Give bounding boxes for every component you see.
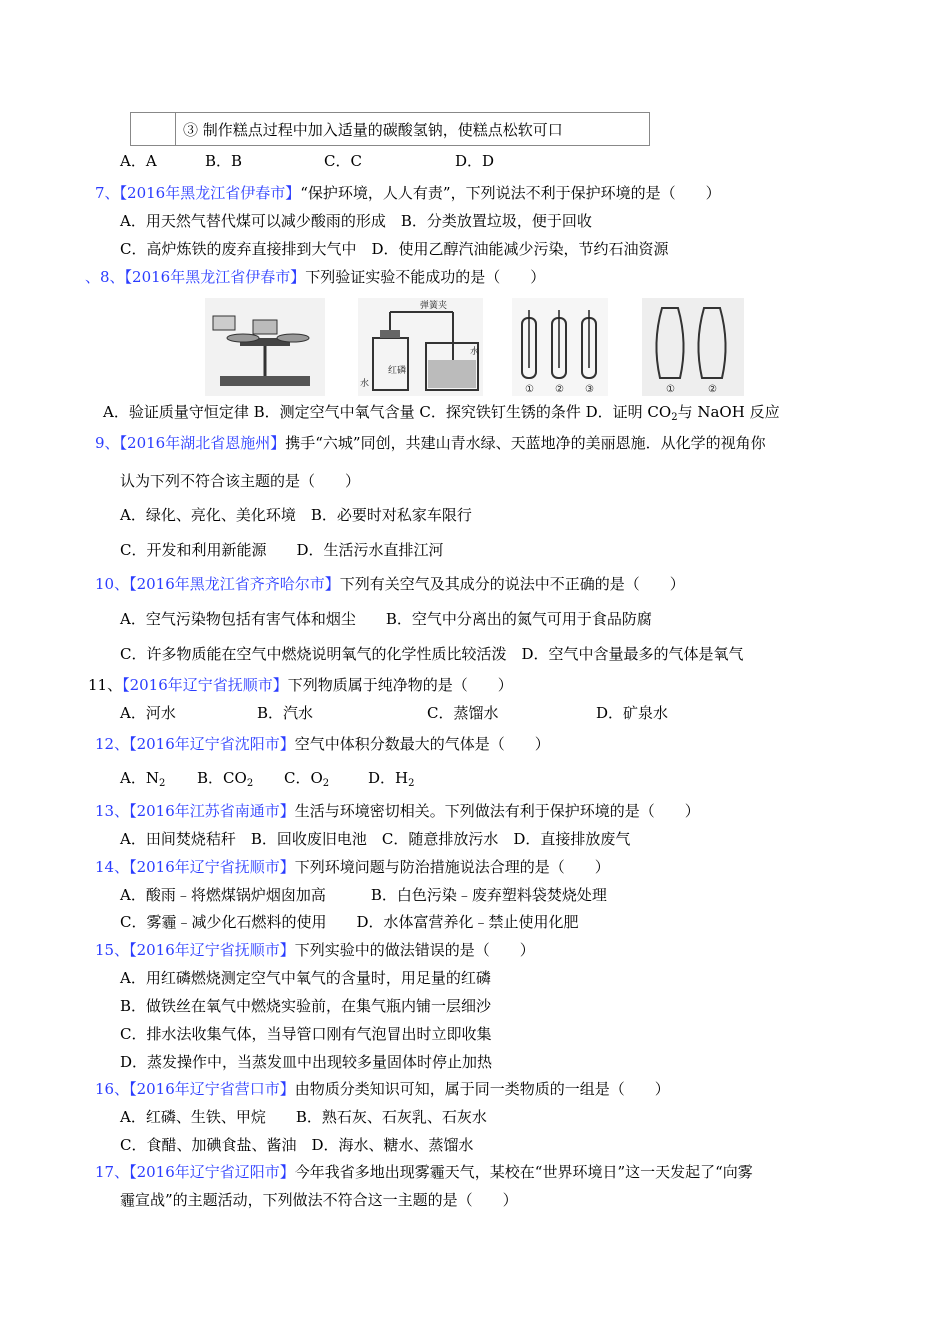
question-11-option-c: C．蒸馏水	[427, 704, 499, 722]
figure-label-water-left: 水	[360, 379, 370, 389]
option-label: B．CO	[197, 769, 247, 787]
question-source-tag: 【2016年黑龙江省伊春市】	[119, 184, 301, 202]
question-7-line-2: C．高炉炼铁的废弃直接排到大气中 D．使用乙醇汽油能减少污染，节约石油资源	[120, 240, 669, 258]
question-10-line-1: A．空气污染物包括有害气体和烟尘 B．空气中分离出的氮气可用于食品防腐	[120, 610, 652, 628]
question-7-stem	[95, 183, 721, 203]
question-number: 9、	[95, 434, 120, 452]
question-number: 12、	[95, 735, 130, 753]
question-source-tag: 【2016年辽宁省抚顺市】	[129, 941, 295, 959]
question-source-tag: 【2016年湖北省恩施州】	[119, 434, 286, 452]
oxygen-measure-figure	[358, 298, 483, 396]
question-10-stem	[95, 574, 685, 594]
question-14-stem	[95, 857, 610, 877]
subscript: 2	[408, 778, 415, 789]
question-16-line-1: A．红磷、生铁、甲烷 B．熟石灰、石灰乳、石灰水	[120, 1108, 487, 1126]
question-number: 7、	[95, 184, 120, 202]
question-11-option-d: D．矿泉水	[596, 704, 669, 722]
question-number: 15、	[95, 941, 130, 959]
question-source-tag: 【2016年黑龙江省齐齐哈尔市】	[129, 575, 340, 593]
question-14-line-2: C．雾霾﹣减少化石燃料的使用 D．水体富营养化﹣禁止使用化肥	[120, 913, 579, 931]
question-15-line-4: D．蒸发操作中，当蒸发皿中出现较多量固体时停止加热	[120, 1053, 493, 1071]
figure-label-clip: 弹簧夹	[420, 301, 448, 311]
question-text: 空气中体积分数最大的气体是（ ）	[294, 735, 550, 753]
q6-option-b: B．B	[205, 152, 243, 170]
question-12-stem	[95, 734, 550, 754]
question-17-stem	[95, 1162, 753, 1182]
question-7-line-1: A．用天然气替代煤可以减少酸雨的形成 B．分类放置垃圾，便于回收	[120, 212, 592, 230]
question-13-line-1: A．田间焚烧秸秆 B．回收废旧电池 C．随意排放污水 D．直接排放废气	[120, 830, 631, 848]
question-text: 下列实验中的做法错误的是（ ）	[294, 941, 535, 959]
question-12-option-b	[197, 768, 253, 794]
table-row	[130, 112, 650, 146]
question-number: 14、	[95, 858, 130, 876]
question-number: 16、	[95, 1080, 130, 1098]
figure-label-phosphorus: 红磷	[388, 366, 407, 376]
option-label: D．H	[368, 769, 409, 787]
question-text: 下列物质属于纯净物的是（ ）	[287, 676, 513, 694]
question-text: 生活与环境密切相关。下列做法有利于保护环境的是（ ）	[294, 802, 700, 820]
subscript: 2	[671, 412, 678, 423]
q6-option-a: A．A	[120, 152, 157, 170]
question-11-option-a: A．河水	[120, 704, 176, 722]
question-9-stem-2: 认为下列不符合该主题的是（ ）	[120, 472, 361, 490]
question-text: 今年我省多地出现雾霾天气，某校在“世界环境日”这一天发起了“向雾	[294, 1163, 753, 1181]
q6-option-d: D．D	[455, 152, 495, 170]
table-cell-text: ③ 制作糕点过程中加入适量的碳酸氢钠，使糕点松软可口	[183, 121, 563, 139]
question-11-option-b: B．汽水	[257, 704, 314, 722]
question-number: 、8、	[85, 268, 125, 286]
option-label: A．N	[120, 769, 159, 787]
q6-option-c: C．C	[324, 152, 362, 170]
subscript: 2	[158, 778, 166, 789]
figure-label-bottle-2: ②	[708, 384, 717, 395]
question-9-line-2: C．开发和利用新能源 D．生活污水直排江河	[120, 541, 444, 559]
question-source-tag: 【2016年辽宁省沈阳市】	[129, 735, 295, 753]
question-source-tag: 【2016年辽宁省抚顺市】	[129, 858, 295, 876]
question-9-line-1: A．绿化、亮化、美化环境 B．必要时对私家车限行	[120, 506, 472, 524]
question-number: 17、	[95, 1163, 130, 1181]
question-number: 10、	[95, 575, 130, 593]
balance-scale-figure	[205, 298, 325, 396]
question-8-options-text: A．验证质量守恒定律 B．测定空气中氧气含量 C．探究铁钉生锈的条件 D．证明 CO	[103, 403, 672, 421]
iron-rust-figure	[512, 298, 608, 396]
question-source-tag: 【2016年辽宁省辽阳市】	[129, 1163, 295, 1181]
question-source-tag: 【2016年江苏省南通市】	[129, 802, 295, 820]
question-number: 11、	[88, 676, 123, 694]
question-text: 携手“六城”同创，共建山青水绿、天蓝地净的美丽恩施．从化学的视角你	[285, 434, 766, 452]
question-9-stem	[95, 433, 766, 453]
question-12-option-a	[120, 768, 165, 794]
figure-label-bottle-1: ①	[666, 384, 675, 395]
co2-naoh-figure	[642, 298, 744, 396]
figure-label-tube-3: ③	[585, 384, 594, 395]
question-source-tag: 【2016年辽宁省营口市】	[129, 1080, 295, 1098]
question-12-option-c	[284, 768, 329, 794]
question-number: 13、	[95, 802, 130, 820]
question-15-stem	[95, 940, 535, 960]
question-8-stem	[85, 267, 545, 287]
question-17-stem-2: 霾宣战”的主题活动，下列做法不符合这一主题的是（ ）	[120, 1191, 518, 1209]
table-cell-empty	[131, 113, 176, 145]
subscript: 2	[246, 778, 254, 789]
subscript: 2	[322, 778, 330, 789]
figure-label-water-right: 水	[470, 347, 480, 357]
question-text: 下列验证实验不能成功的是（ ）	[305, 268, 546, 286]
question-10-line-2: C．许多物质能在空气中燃烧说明氧气的化学性质比较活泼 D．空气中含量最多的气体是氧气	[120, 645, 744, 663]
question-14-line-1: A．酸雨﹣将燃煤锅炉烟囱加高 B．白色污染﹣废弃塑料袋焚烧处理	[120, 886, 607, 904]
question-8-options	[103, 402, 780, 428]
question-8-options-tail: 与 NaOH 反应	[677, 403, 780, 421]
option-label: C．O	[284, 769, 323, 787]
question-15-line-1: A．用红磷燃烧测定空气中氧气的含量时，用足量的红磷	[120, 969, 491, 987]
question-source-tag: 【2016年黑龙江省伊春市】	[124, 268, 306, 286]
question-text: 下列环境问题与防治措施说法合理的是（ ）	[294, 858, 610, 876]
question-15-line-3: C．排水法收集气体，当导管口刚有气泡冒出时立即收集	[120, 1025, 492, 1043]
question-16-line-2: C．食醋、加碘食盐、酱油 D．海水、糖水、蒸馏水	[120, 1136, 474, 1154]
question-source-tag: 【2016年辽宁省抚顺市】	[122, 676, 288, 694]
question-16-stem	[95, 1079, 670, 1099]
question-text: 由物质分类知识可知，属于同一类物质的一组是（ ）	[294, 1080, 670, 1098]
question-11-stem	[88, 675, 513, 695]
question-text: 下列有关空气及其成分的说法中不正确的是（ ）	[339, 575, 685, 593]
figure-label-tube-1: ①	[525, 384, 534, 395]
question-12-option-d	[368, 768, 414, 794]
question-text: “保护环境，人人有责”，下列说法不利于保护环境的是（ ）	[300, 184, 721, 202]
question-15-line-2: B．做铁丝在氧气中燃烧实验前，在集气瓶内铺一层细沙	[120, 997, 492, 1015]
figure-label-tube-2: ②	[555, 384, 564, 395]
question-13-stem	[95, 801, 700, 821]
